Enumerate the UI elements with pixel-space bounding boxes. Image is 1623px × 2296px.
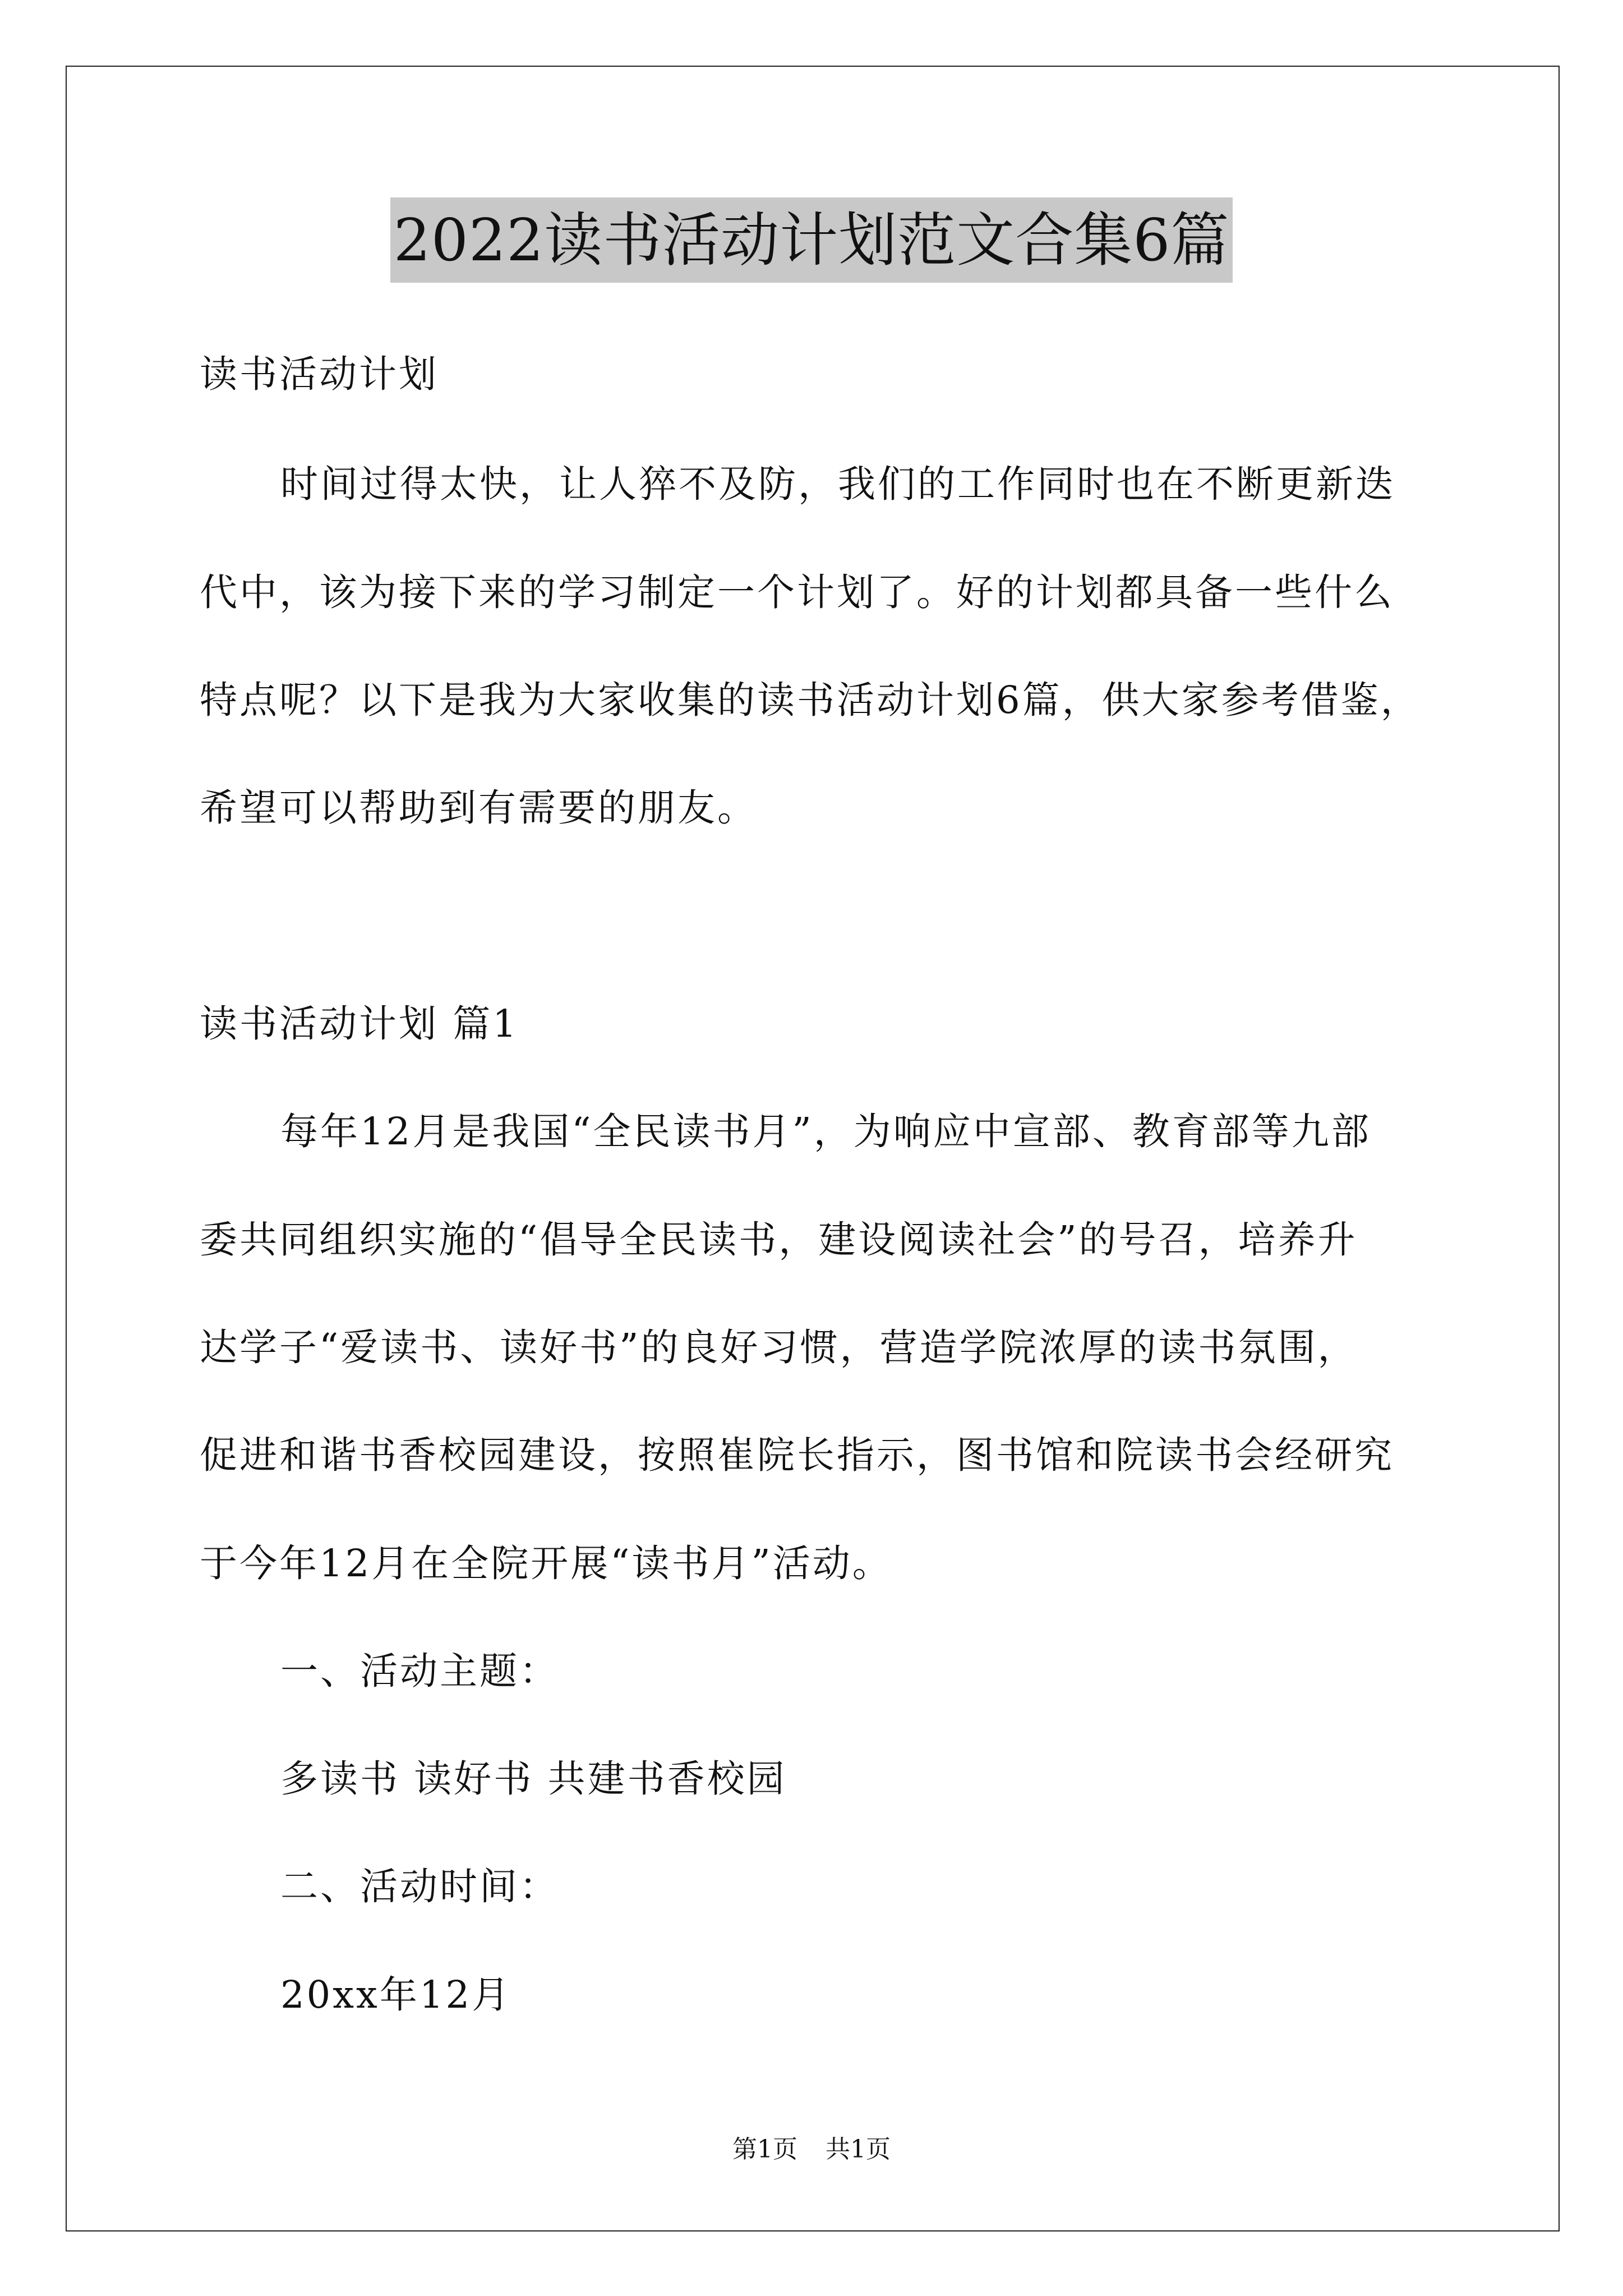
- subheading: 二、活动时间：: [280, 1865, 559, 1908]
- paragraph-line: 希望可以帮助到有需要的朋友。: [200, 786, 757, 830]
- paragraph-line: 多读书 读好书 共建书香校园: [280, 1757, 787, 1801]
- paragraph-line: 于今年12月在全院开展“读书月”活动。: [200, 1542, 892, 1585]
- page-number-total: 共1页: [826, 2135, 891, 2164]
- page-number-current: 第1页: [732, 2135, 797, 2164]
- paragraph-line: 20xx年12月: [280, 1973, 512, 2017]
- section-heading: 读书活动计划 篇1: [200, 1002, 519, 1046]
- document-title-container: [0, 197, 1623, 283]
- paragraph-line: 达学子“爱读书、读好书”的良好习惯，营造学院浓厚的读书氛围，: [200, 1326, 1358, 1369]
- page-footer: [0, 2129, 1623, 2165]
- paragraph-line: 时间过得太快，让人猝不及防，我们的工作同时也在不断更新迭: [280, 462, 1395, 506]
- subheading: 一、活动主题：: [280, 1649, 559, 1693]
- paragraph-line: 委共同组织实施的“倡导全民读书，建设阅读社会”的号召，培养升: [200, 1218, 1358, 1262]
- paragraph-line: 每年12月是我国“全民读书月”，为响应中宣部、教育部等九部: [280, 1110, 1371, 1153]
- paragraph-line: 代中，该为接下来的学习制定一个计划了。好的计划都具备一些什么: [200, 570, 1394, 614]
- document-title: 2022读书活动计划范文合集6篇: [390, 197, 1233, 283]
- section-heading: 读书活动计划: [200, 352, 439, 396]
- paragraph-line: 特点呢？以下是我为大家收集的读书活动计划6篇，供大家参考借鉴，: [200, 678, 1421, 722]
- paragraph-line: 促进和谐书香校园建设，按照崔院长指示，图书馆和院读书会经研究: [200, 1433, 1394, 1477]
